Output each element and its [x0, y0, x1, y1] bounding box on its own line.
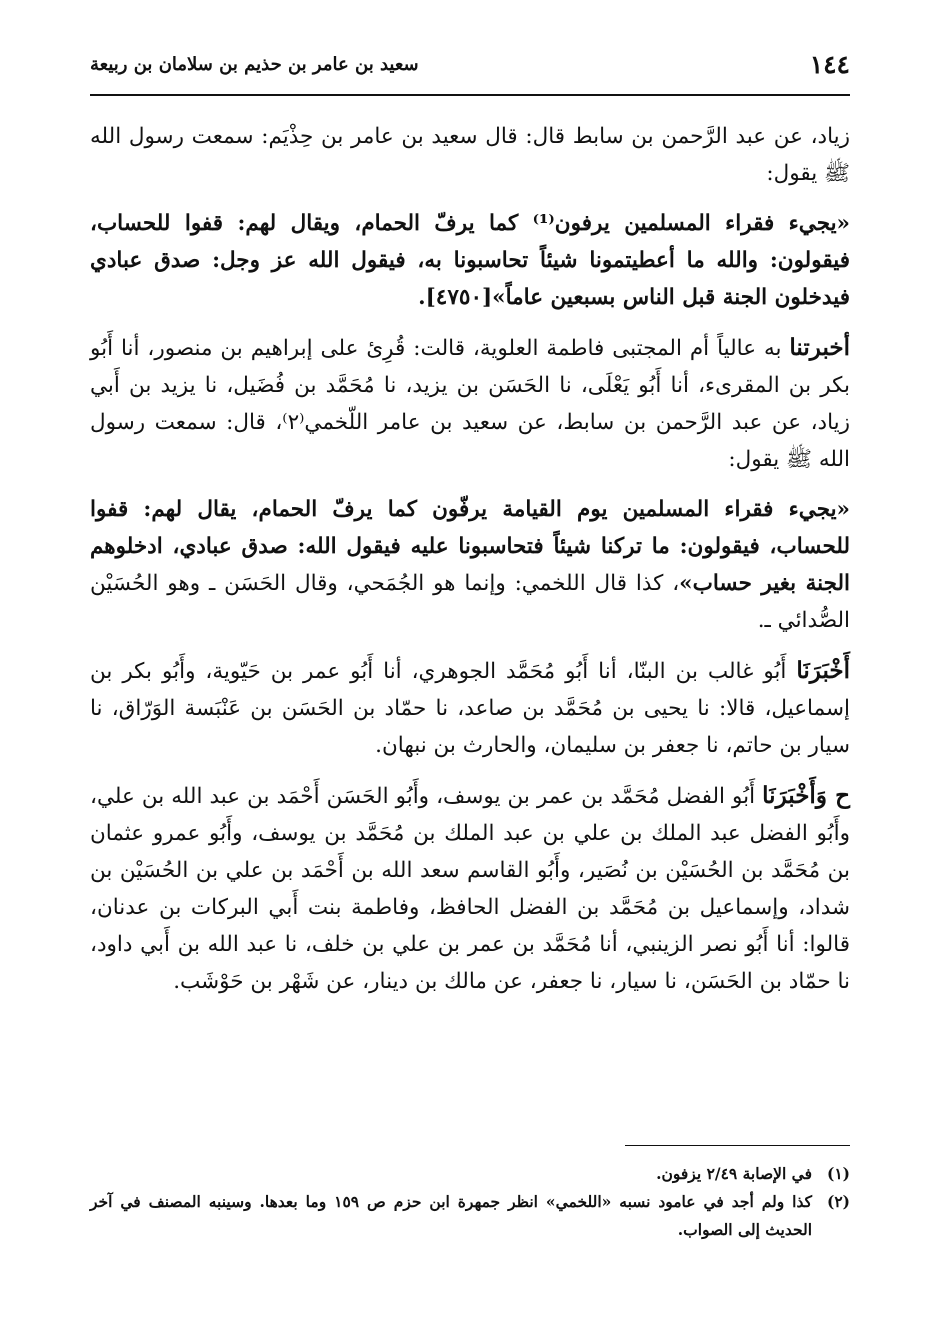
- footnote-rule: [625, 1145, 850, 1146]
- footnote: [90, 1160, 850, 1188]
- page-header: [90, 50, 850, 94]
- footnote-text: في الإصابة ٢/٤٩ يزفون.: [656, 1164, 812, 1183]
- paragraph-5: أَخْبَرَنَا أَبُو غالب بن البنّا، أنا أَبُو مُحَمَّد الجوهري، أنا أَبُو عمر بن حَيّوية، وأَبُو بكر بن إسماعيل، قالا: نا يحيى بن مُحَمَّد بن صاعد، نا حمّاد بن الحَسَن بن عَنْبَسة الوَرّاق، نا سيار بن حاتم، نا جعفر بن سليمان، والحارث بن نبهان.: [90, 657, 850, 758]
- paragraph-6: ح وَأَخْبَرَنَا أَبُو الفضل مُحَمَّد بن عمر بن يوسف، وأَبُو الحَسَن أَحْمَد بن عبد الله بن علي، وأَبُو الفضل عبد الملك بن علي بن عبد الملك بن مُحَمَّد بن يوسف، وأَبُو عمرو عثمان بن مُحَمَّد بن الحُسَيْن بن نُصَير، وأَبُو القاسم سعد الله بن أَحْمَد بن علي بن الحُسَيْن بن شداد، وإسماعيل بن مُحَمَّد بن الفضل الحافظ، وفاطمة بنت أَبي البركات بن عدنان، قالوا: أنا أَبُو نصر الزينبي، أنا مُحَمَّد بن عمر بن علي بن خلف، نا عبد الله بن أَبي داود، نا حمّاد بن الحَسَن، نا سيار، نا جعفر، عن مالك بن دينار، عن شَهْر بن حَوْشَب.: [90, 782, 851, 994]
- hadith-text: «يجيء فقراء المسلمين يوم القيامة يرفّون كما يرفّ الحمام، يقال لهم: قفوا للحساب، فيقولون: ما تركنا شيئاً فتحاسبونا عليه فيقول الله: صدق عبادي، ادخلوهم الجنة بغير حساب»: [90, 497, 851, 596]
- paragraph-3: أخبرتنا به عالياً أم المجتبى فاطمة العلوية، قالت: قُرِئ على إبراهيم بن منصور، أنا أَبُو بكر بن المقرىء، أنا أَبُو يَعْلَى، نا الحَسَن بن يزيد، نا مُحَمَّد بن فُضَيل، نا يزيد بن أَبي زياد، عن عبد الرَّحمن بن سابط، عن سعيد بن عامر اللّخمي⁽٢⁾، قال: سمعت رسول الله ﷺ يقول:: [90, 334, 851, 472]
- paragraph-4: «يجيء فقراء المسلمين يوم القيامة يرفّون كما يرفّ الحمام، يقال لهم: قفوا للحساب، فيقولون: ما تركنا شيئاً فتحاسبونا عليه فيقول الله: صدق عبادي، ادخلوهم الجنة بغير حساب»، كذا قال اللخمي: وإنما هو الجُمَحي، وقال الحَسَن ـ وهو الحُسَيْن الصُّدائي ـ.: [90, 497, 851, 633]
- footnote-number: (١): [826, 1164, 850, 1183]
- footnote-text: كذا ولم أجد في عامود نسبه «اللخمي» انظر جمهرة ابن حزم ص ١٥٩ وما بعدها. وسينبه المصنف في آخر الحديث إلى الصواب.: [90, 1192, 812, 1239]
- paragraph-2-hadith: «يجيء فقراء المسلمين يرفون⁽¹⁾ كما يرفّ الحمام، ويقال لهم: قفوا للحساب، فيقولون: والله ما أعطيتمونا شيئاً تحاسبونا به، فيقول الله عز وجل: صدق عبادي فيدخلون الجنة قبل الناس بسبعين عاماً»[٤٧٥٠].: [90, 211, 850, 310]
- footnotes: [90, 1160, 850, 1244]
- paragraph-lead: أَخْبَرَنَا: [796, 657, 850, 684]
- header-rule: [90, 94, 850, 96]
- paragraph-lead: ح وَأَخْبَرَنَا: [762, 782, 851, 809]
- paragraph-1: زياد، عن عبد الرَّحمن بن سابط قال: قال سعيد بن عامر بن حِذْيَم: سمعت رسول الله ﷺ يقول:: [90, 124, 850, 186]
- footnote: [90, 1188, 850, 1244]
- paragraph-lead: أخبرتنا: [789, 334, 850, 361]
- page-number: ١٤٤: [809, 50, 850, 79]
- running-title: سعيد بن عامر بن حذيم بن سلامان بن ربيعة: [90, 54, 419, 75]
- main-text: [90, 118, 850, 1013]
- footnote-number: (٢): [826, 1192, 850, 1211]
